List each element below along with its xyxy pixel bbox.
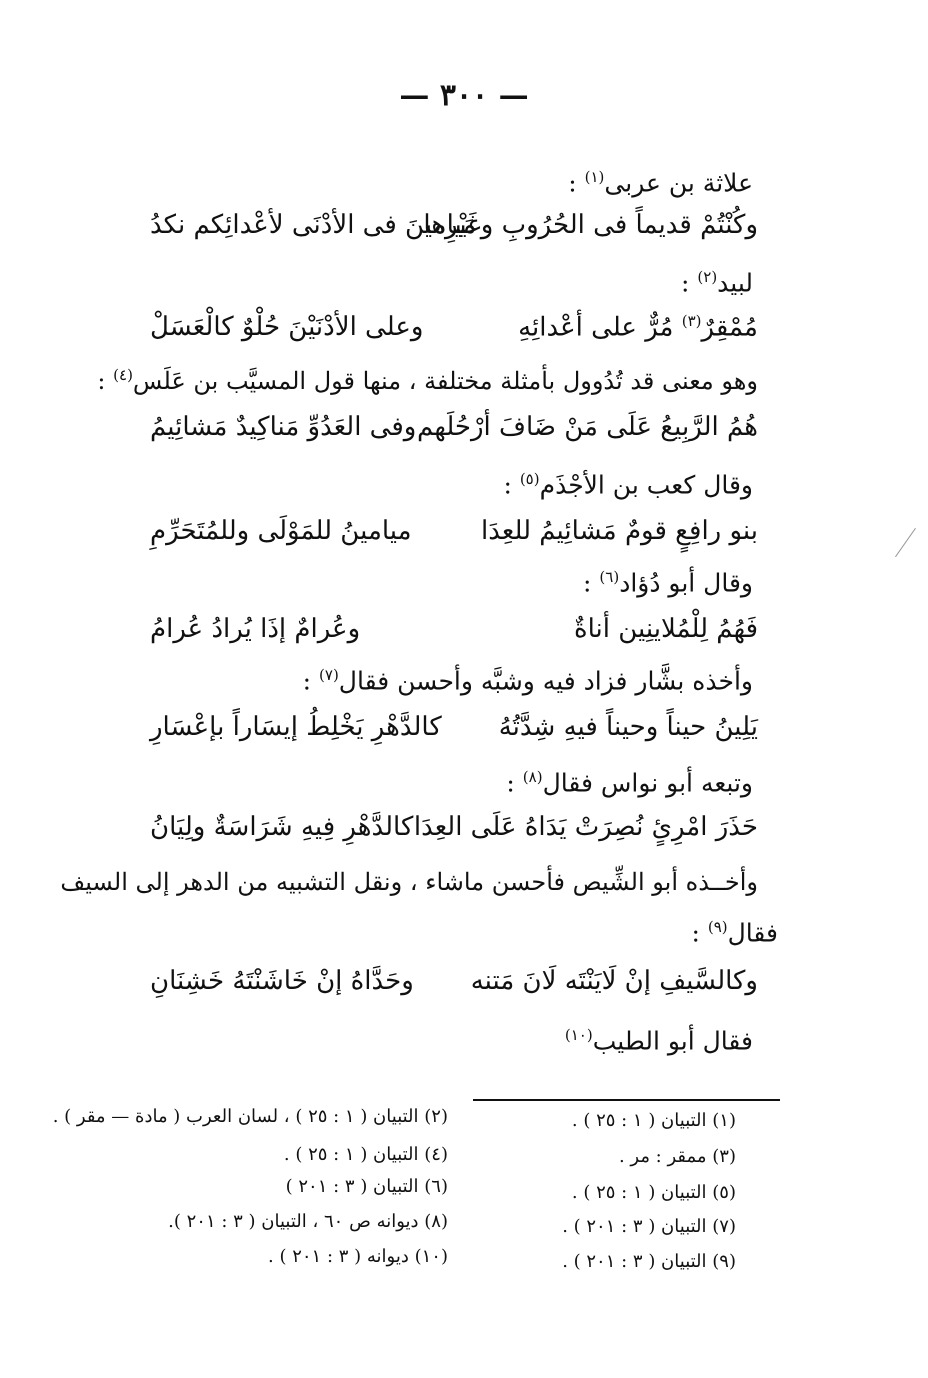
verse-second-hemistich: وعُرامٌ إذَا يُرادُ عُرامُ bbox=[150, 614, 361, 644]
verse-first-hemistich: فَهُمُ لِلْمُلاينِين أناةٌ bbox=[573, 614, 758, 644]
intro-text: فقال bbox=[727, 918, 778, 948]
scan-mark bbox=[895, 528, 916, 557]
intro-suffix: : bbox=[503, 470, 520, 500]
poet-intro-line bbox=[503, 470, 753, 499]
verse-first-hemistich: وكالسَّيفِ إنْ لَايَنْتَه لَانَ مَتنه bbox=[470, 966, 758, 996]
verse-line bbox=[150, 312, 758, 358]
intro-suffix: : bbox=[568, 168, 585, 198]
poet-intro-line bbox=[681, 268, 753, 297]
verse-line bbox=[150, 412, 758, 458]
footnote-ref: (٣) bbox=[681, 312, 702, 330]
verse-second-hemistich: وفى العَدُوِّ مَناكِيدٌ مَشائِيمُ bbox=[150, 412, 417, 442]
footnote: (٤) التبيان ( ١ : ٢٥ ) . bbox=[283, 1144, 448, 1165]
poet-intro-line bbox=[583, 568, 753, 597]
verse-word: مُرٌّ على أعْدائِهِ bbox=[518, 312, 682, 343]
footnote: (٩) التبيان ( ٣ : ٢٠١ ) . bbox=[562, 1251, 736, 1272]
footnote-divider bbox=[473, 1099, 780, 1101]
verse-first-hemistich: وكُنْتُمْ قديماً فى الحُرُوبِ وغَيْرِها bbox=[423, 210, 758, 240]
intro-text: لبيد bbox=[717, 268, 753, 298]
poet-intro-line bbox=[565, 1026, 753, 1055]
intro-text: وقال أبو دُؤاد bbox=[619, 568, 753, 598]
intro-suffix: : bbox=[681, 268, 698, 298]
intro-text: وتبعه أبو نواس فقال bbox=[542, 768, 753, 798]
prose-intro-line bbox=[97, 366, 758, 395]
intro-suffix: : bbox=[506, 768, 523, 798]
verse-second-hemistich: كالدَّهْرِ يَخْلِطُ إيسَاراً بإعْسَارِ bbox=[150, 712, 442, 742]
footnote-ref: (٦) bbox=[599, 568, 620, 586]
verse-second-hemistich: وحَدَّاهُ إنْ خَاشَنْتَهُ خَشِنَانِ bbox=[150, 966, 414, 996]
footnote: (٨) ديوانه ص ٦٠ ، التبيان ( ٣ : ٢٠١ ). bbox=[168, 1211, 448, 1232]
footnote-ref: (٢) bbox=[697, 268, 718, 286]
footnote-ref: (٧) bbox=[319, 666, 339, 684]
footnote-ref: (١٠) bbox=[564, 1026, 593, 1044]
verse-line bbox=[150, 966, 758, 1012]
footnote: (٢) التبيان ( ١ : ٢٥ ) ، لسان العرب ( مادة — مقر ) . bbox=[52, 1106, 448, 1127]
poet-intro-line bbox=[568, 168, 753, 197]
verse-second-hemistich: كالدَّهْرِ فِيهِ شَرَاسَةٌ ولِيَانُ bbox=[150, 812, 414, 842]
footnote: (٣) ممقر : مر . bbox=[618, 1146, 736, 1167]
intro-suffix: : bbox=[302, 666, 320, 696]
intro-text: فقال أبو الطيب bbox=[592, 1026, 753, 1056]
footnote: (١) التبيان ( ١ : ٢٥ ) . bbox=[571, 1110, 736, 1131]
verse-second-hemistich: وعلى الأدْنَيْنَ حُلْوٌ كالْعَسَلْ bbox=[150, 312, 424, 342]
intro-suffix: : bbox=[691, 918, 708, 948]
footnote-ref: (١) bbox=[584, 168, 605, 186]
verse-line bbox=[150, 712, 758, 758]
poet-intro-line bbox=[691, 918, 778, 947]
footnote: (١٠) ديوانه ( ٣ : ٢٠١ ) . bbox=[268, 1246, 448, 1267]
verse-line bbox=[150, 210, 758, 256]
intro-text: وهو معنى قد تُدُوول بأمثلة مختلفة ، منها قول المسيَّب بن عَلَس bbox=[132, 367, 758, 395]
footnote-ref: (٥) bbox=[519, 470, 540, 488]
verse-first-hemistich: هُمُ الرَّبِيعُ عَلَى مَنْ ضَافَ أرْحُلَهم bbox=[417, 412, 758, 442]
verse-line bbox=[150, 516, 758, 562]
verse-line bbox=[150, 614, 758, 660]
footnote: (٥) التبيان ( ١ : ٢٥ ) . bbox=[571, 1182, 736, 1203]
verse-second-hemistich: ميامينُ للمَوْلَى وللمُتَحَرِّمِ bbox=[150, 516, 412, 546]
footnote-ref: (٨) bbox=[522, 768, 543, 786]
intro-suffix: : bbox=[97, 367, 114, 395]
verse-second-hemistich: مَيامينَ فى الأدْنَى لأعْدائِكم نكدُ bbox=[150, 210, 477, 240]
poet-intro-line bbox=[506, 768, 753, 797]
verse-first-hemistich bbox=[518, 312, 758, 343]
verse-line bbox=[150, 812, 758, 858]
verse-word: مُمْقِرٌ bbox=[701, 312, 758, 343]
footnote: (٧) التبيان ( ٣ : ٢٠١ ) . bbox=[562, 1216, 736, 1237]
intro-suffix: : bbox=[583, 568, 600, 598]
page-number: — ٣٠٠ — bbox=[399, 78, 529, 113]
intro-text: علاثة بن عربى bbox=[604, 168, 753, 198]
prose-line: وأخــذه أبو الشِّيص فأحسن ماشاء ، ونقل التشبيه من الدهر إلى السيف bbox=[60, 868, 758, 896]
footnote-ref: (٩) bbox=[707, 918, 728, 936]
verse-first-hemistich: حَذَرَ امْرِئٍ نُصِرَتْ يَدَاهُ عَلَى العِدَا bbox=[413, 812, 758, 842]
footnote: (٦) التبيان ( ٣ : ٢٠١ ) bbox=[285, 1176, 448, 1197]
poet-intro-line bbox=[303, 666, 753, 695]
intro-text: وقال كعب بن الأجْذَم bbox=[539, 470, 753, 500]
verse-first-hemistich: يَلِينُ حيناً وحيناً فيهِ شِدَّتُهُ bbox=[498, 712, 758, 742]
verse-first-hemistich: بنو رافِعٍ قومٌ مَشائِيمُ للعِدَا bbox=[481, 516, 758, 546]
footnote-ref: (٤) bbox=[113, 366, 133, 384]
intro-text: وأخذه بشَّار فزاد فيه وشبَّه وأحسن فقال bbox=[338, 666, 753, 696]
